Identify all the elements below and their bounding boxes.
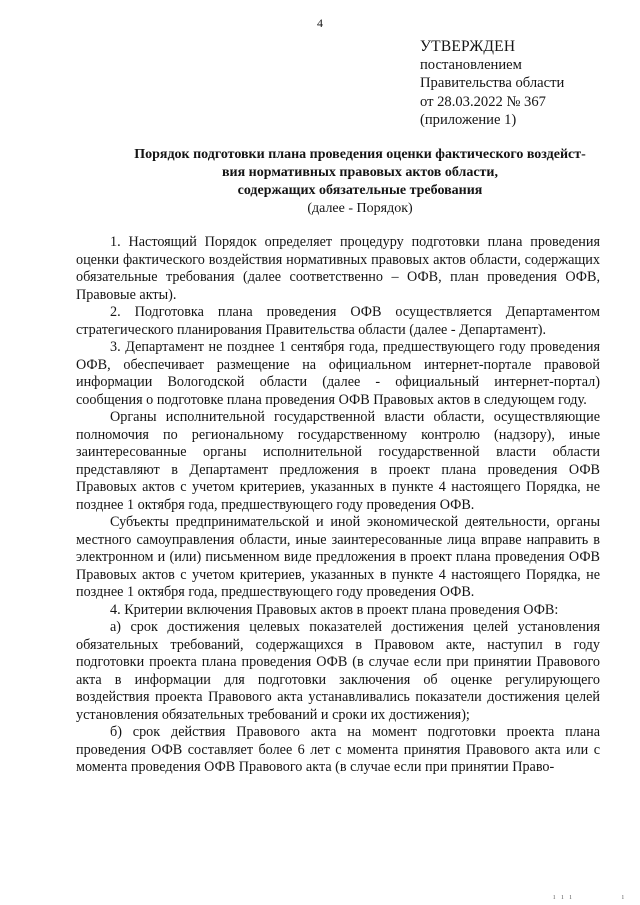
page-number: 4 — [317, 16, 323, 30]
paragraph: Органы исполнительной государственной власти области, осуществляющие полномочия по региональному государственному контролю (надзору), иные заинтересованные органы исполнительной государственной власти области представляют в Департамент предложения в проект плана проведения ОФВ Правовых актов с учетом критериев, указанных в пункте 4 настоящего Порядка, не позднее 1 октября года, предшествующего году проведения ОФВ. — [76, 409, 600, 513]
title-subtitle: (далее - Порядок) — [307, 201, 413, 216]
document-title — [80, 146, 640, 218]
approval-line: постановлением — [420, 57, 522, 74]
approval-block — [420, 38, 630, 129]
paragraph: б) срок действия Правового акта на момент подготовки проекта плана проведения ОФВ составляет более 6 лет с момента принятия Правового акта или с момента проведения ОФВ Правового акта (в случае если при принятии Право- — [76, 724, 600, 775]
approval-line: (приложение 1) — [420, 111, 517, 128]
approval-line: от 28.03.2022 № 367 — [420, 93, 546, 110]
title-line: Порядок подготовки плана проведения оценки фактического воздейст- — [134, 147, 586, 162]
paragraph: а) срок достижения целевых показателей достижения целей установления обязательных требований, содержащихся в Правовом акте, наступил в году подготовки проекта плана проведения ОФВ (в случае если при принятии Правового акта в информации для подготовки заключения об оценке регулирующего воздействия проекта Правового акта устанавливались показатели достижения целей установления обязательных требований и сроки их достижения); — [76, 619, 600, 723]
paragraph: Субъекты предпринимательской и иной экономической деятельности, органы местного самоуправления области, иные заинтересованные лица вправе направить в электронном и (или) письменном виде предложения в проект плана проведения ОФВ Правовых актов с учетом критериев, указанных в пункте 4 настоящего Порядка, не позднее 1 октября года, предшествующего году проведения ОФВ. — [76, 514, 600, 600]
paragraph: 4. Критерии включения Правовых актов в проект плана проведения ОФВ: — [110, 601, 559, 618]
paragraph: 3. Департамент не позднее 1 сентября года, предшествующего году проведения ОФВ, обеспечивает размещение на официальном интернет-портале правовой информации Вологодской области (далее - официальный интернет-портал) сообщения о подготовке плана проведения ОФВ Правовых актов в следующем году. — [76, 339, 600, 408]
scan-marks: ı ı ı ı — [553, 892, 626, 901]
title-line: вия нормативных правовых актов области, — [221, 165, 498, 180]
approval-heading: УТВЕРЖДЕН — [420, 38, 516, 55]
document-body — [76, 234, 600, 777]
paragraph: 2. Подготовка плана проведения ОФВ осуществляется Департаментом стратегического планирования Правительства области (далее - Департамент). — [76, 304, 600, 338]
paragraph: 1. Настоящий Порядок определяет процедуру подготовки плана проведения оценки фактического воздействия нормативных правовых актов области, содержащих обязательные требования (далее соответственно – ОФВ, план проведения ОФВ, Правовые акты). — [76, 234, 600, 303]
title-line: содержащих обязательные требования — [237, 183, 483, 198]
approval-line: Правительства области — [420, 75, 565, 92]
